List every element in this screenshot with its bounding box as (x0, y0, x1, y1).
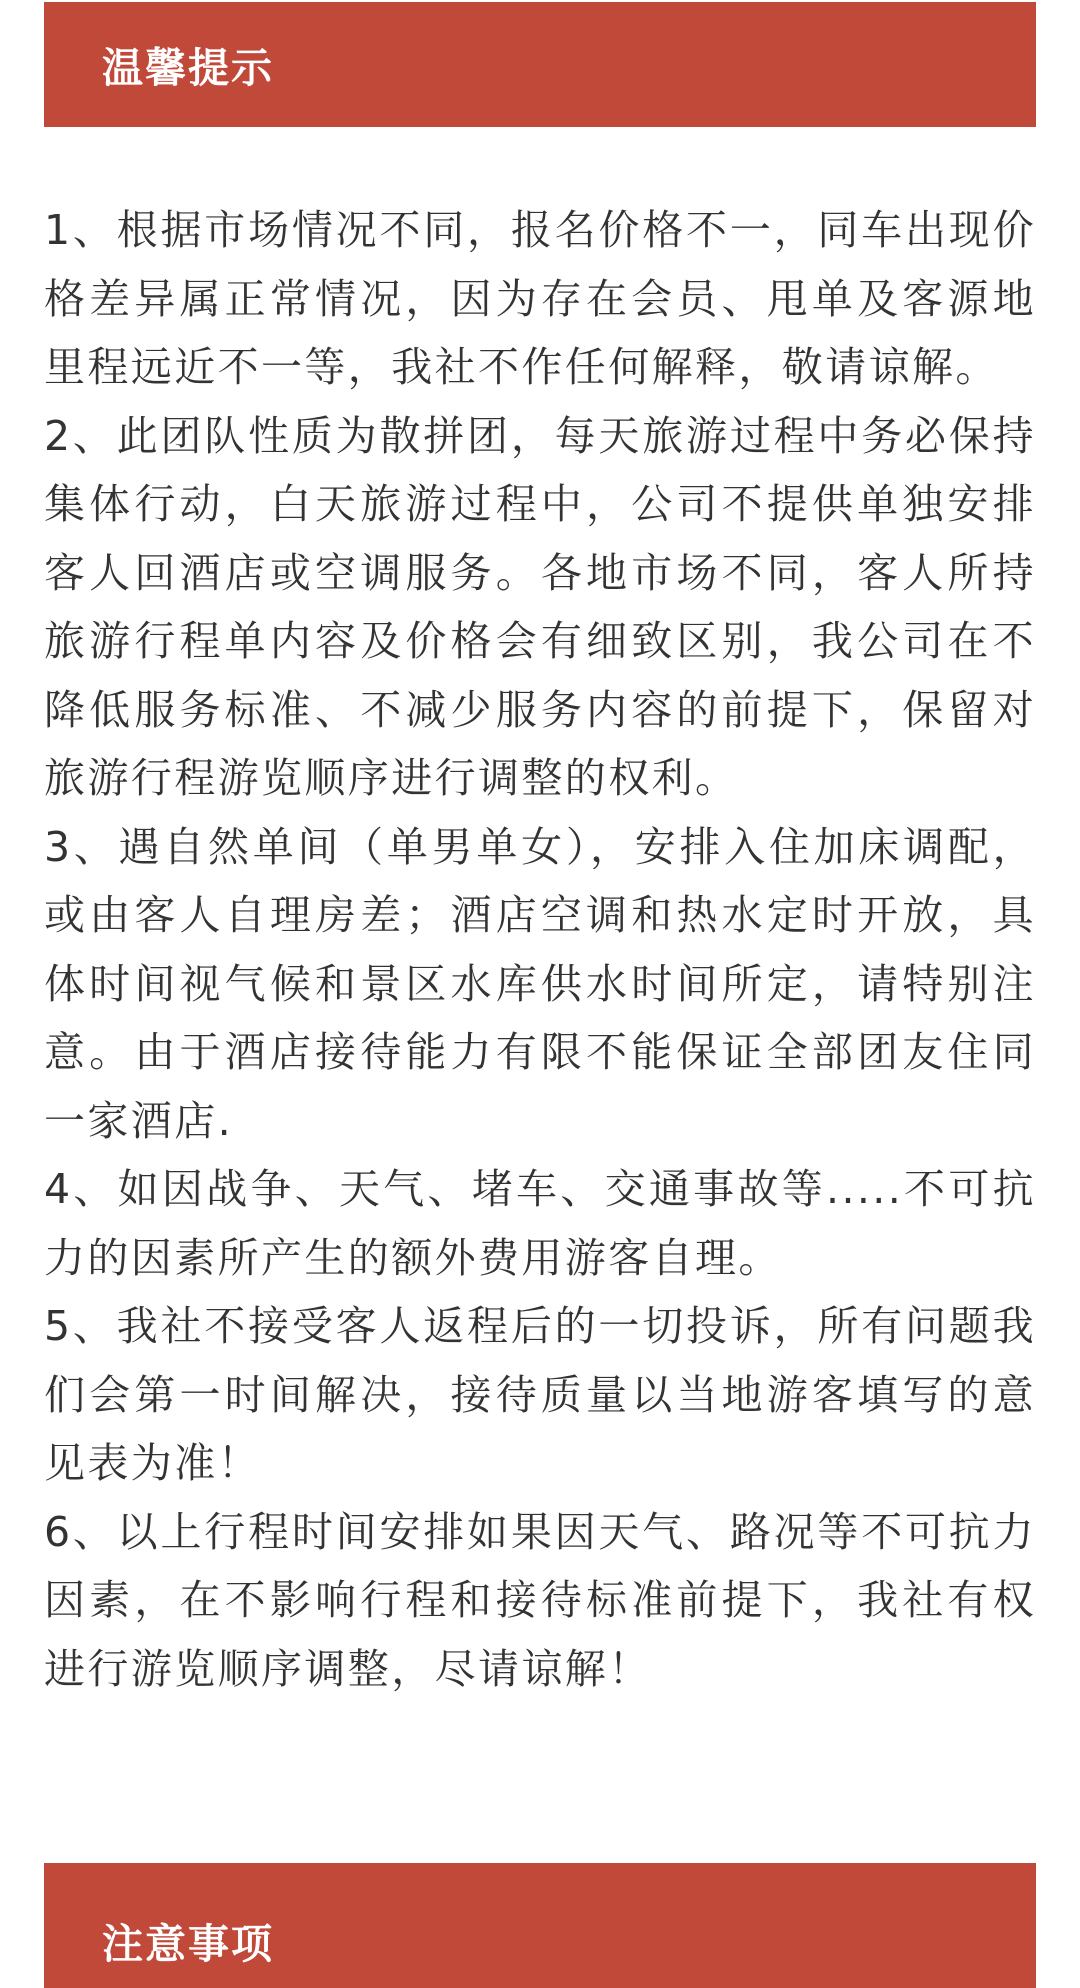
tip-item-5: 5、我社不接受客人返程后的一切投诉，所有问题我们会第一时间解决，接待质量以当地游客填写的意见表为准！ (44, 1302, 1036, 1487)
notice-section-header (44, 1863, 1036, 1988)
tips-section-header (44, 2, 1036, 127)
notice-section-title: 注意事项 (102, 1920, 274, 1968)
tip-item-2: 2、此团队性质为散拼团，每天旅游过程中务必保持集体行动，白天旅游过程中，公司不提供单独安排客人回酒店或空调服务。各地市场不同，客人所持旅游行程单内容及价格会有细致区别，我公司在不降低服务标准、不减少服务内容的前提下，保留对旅游行程游览顺序进行调整的权利。 (44, 411, 1036, 802)
tip-item-6: 6、以上行程时间安排如果因天气、路况等不可抗力因素，在不影响行程和接待标准前提下，我社有权进行游览顺序调整，尽请谅解！ (44, 1507, 1036, 1693)
tips-list (44, 196, 1036, 1703)
tip-item-4: 4、如因战争、天气、堵车、交通事故等.....不可抗力的因素所产生的额外费用游客自理。 (44, 1165, 1036, 1282)
tip-item-3: 3、遇自然单间（单男单女），安排入住加床调配，或由客人自理房差；酒店空调和热水定时开放，具体时间视气候和景区水库供水时间所定，请特别注意。由于酒店接待能力有限不能保证全部团友住同一家酒店. (44, 822, 1036, 1145)
tip-item-1: 1、根据市场情况不同，报名价格不一，同车出现价格差异属正常情况，因为存在会员、甩单及客源地里程远近不一等，我社不作任何解释，敬请谅解。 (44, 206, 1036, 391)
tips-section-title: 温馨提示 (102, 44, 274, 92)
